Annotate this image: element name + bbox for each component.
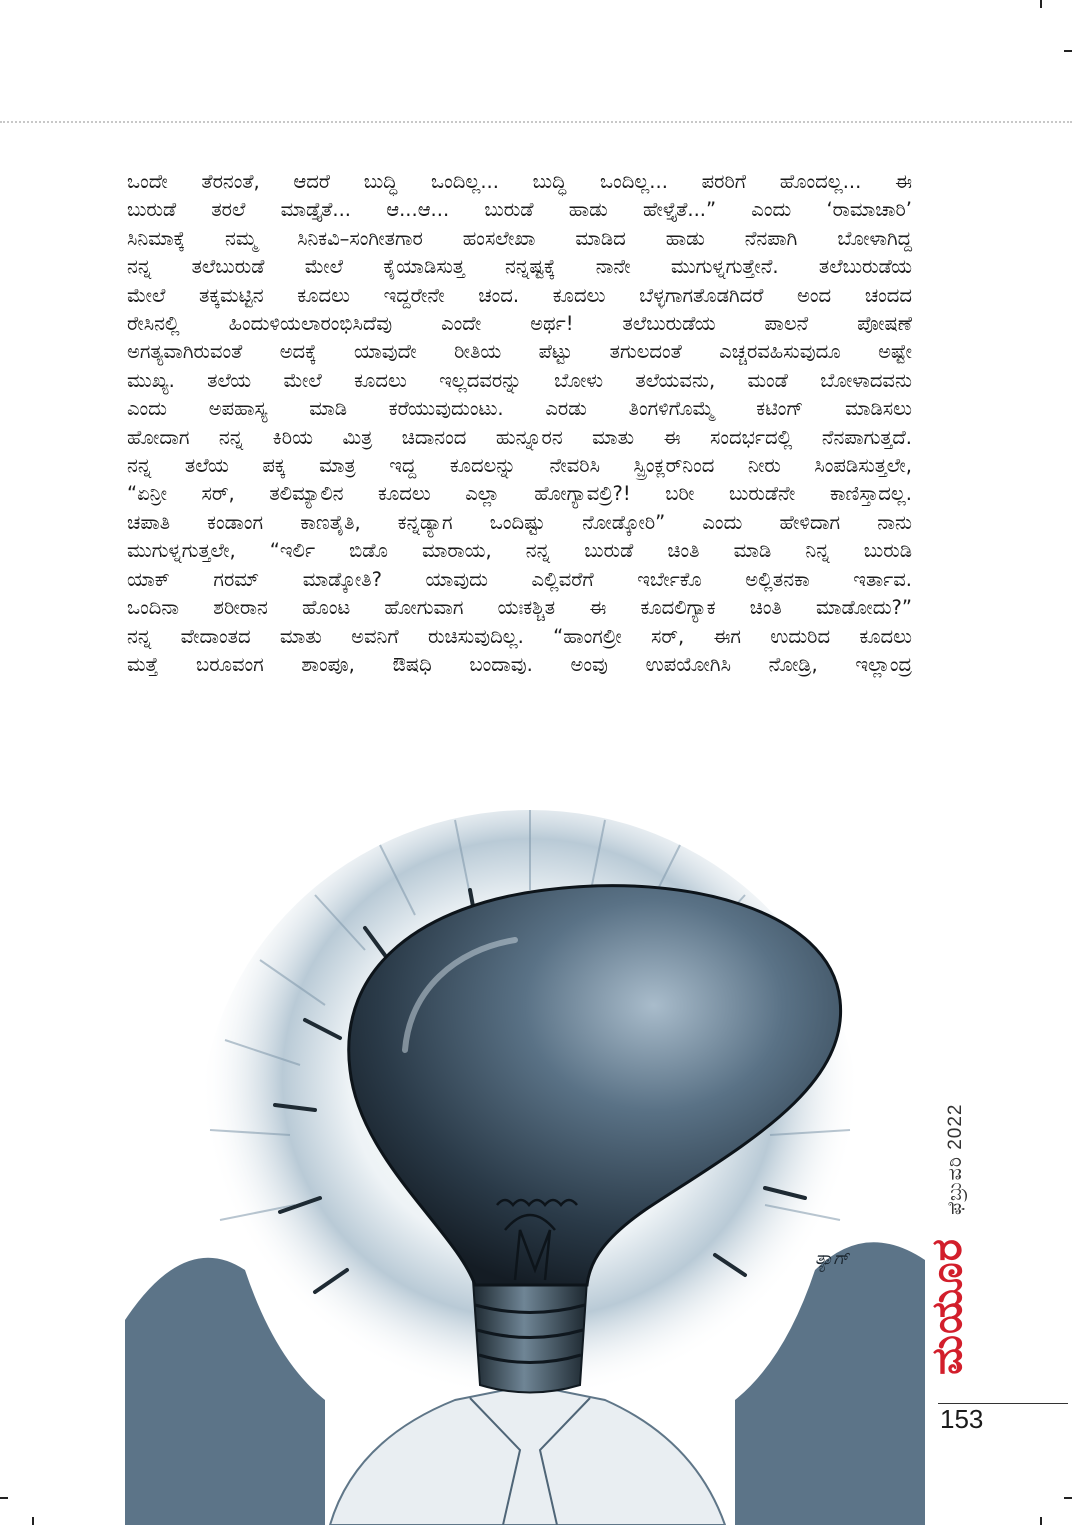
crop-mark-bottom-left [32, 1517, 34, 1525]
article-line: ಒಂದೇ ತೆರನಂತೆ, ಆದರೆ ಬುದ್ಧಿ ಒಂದಿಲ್ಲ... ಬುದ್ಧಿ ಒಂದಿಲ್ಲ... ಪರರಿಗೆ ಹೊಂದಲ್ಲ... ಈ [127, 170, 912, 193]
article-line: ಮುಖ್ಯ. ತಲೆಯ ಮೇಲೆ ಕೂದಲು ಇಲ್ಲದವರನ್ನು ಬೋಳು ತಲೆಯವನು, ಮಂಡೆ ಬೋಳಾದವನು [127, 368, 912, 392]
article-line: ಮೇಲೆ ತಕ್ಕಮಟ್ಟಿನ ಕೂದಲು ಇದ್ದರೇನೇ ಚಂದ. ಕೂದಲು ಬೆಳ್ಳಗಾಗತೊಡಗಿದರೆ ಅಂದ ಚಂದದ [127, 283, 912, 307]
article-line: ರೇಸಿನಲ್ಲಿ ಹಿಂದುಳಿಯಲಾರಂಭಿಸಿದೆವು ಎಂದೇ ಅರ್ಥ! ತಲೆಬುರುಡೆಯ ಪಾಲನೆ ಪೋಷಣೆ [127, 312, 912, 336]
article-line: ನನ್ನ ತಲೆಯ ಪಕ್ಕ ಮಾತ್ರ ಇದ್ದ ಕೂದಲನ್ನು ನೇವರಿಸಿ ಸ್ಪ್ರಿಂಕ್ಲರ್‌ನಿಂದ ನೀರು ಸಿಂಪಡಿಸುತ್ತಲೇ, [127, 454, 912, 478]
magazine-masthead: ಮಯೂರ [922, 1238, 971, 1375]
crop-mark-left-bottom [0, 1497, 8, 1499]
article-line: ಯಾಕ್ ಗರಮ್ ಮಾಡ್ಕೋತಿ? ಯಾವುದು ಎಲ್ಲಿವರೆಗೆ ಇರ್ಬೇಕೊ ಅಲ್ಲಿತನಕಾ ಇರ್ತಾವ. [127, 567, 912, 591]
header-dotted-rule [0, 121, 1072, 123]
article-line: ಮತ್ತೆ ಬರೂವಂಗ ಶಾಂಪೂ, ಔಷಧಿ ಬಂದಾವು. ಅಂವು ಉಪಯೋಗಿಸಿ ನೋಡ್ರಿ, ಇಲ್ಲಾಂದ್ರ [127, 652, 912, 676]
lightbulb-head-illustration [125, 800, 925, 1525]
article-body [127, 168, 912, 679]
article-line: ನನ್ನ ತಲೆಬುರುಡೆ ಮೇಲೆ ಕೈಯಾಡಿಸುತ್ತ ನನ್ನಷ್ಟಕ್ಕೆ ನಾನೇ ಮುಗುಳ್ನಗುತ್ತೇನೆ. ತಲೆಬುರುಡೆಯ [127, 255, 912, 279]
article-line: ಮುಗುಳ್ನಗುತ್ತಲೇ, “ಇರ್ಲಿ ಬಿಡೊ ಮಾರಾಯ, ನನ್ನ ಬುರುಡೆ ಚಿಂತಿ ಮಾಡಿ ನಿನ್ನ ಬುರುಡಿ [127, 539, 912, 563]
article-line: ನನ್ನ ವೇದಾಂತದ ಮಾತು ಅವನಿಗೆ ರುಚಿಸುವುದಿಲ್ಲ. “ಹಾಂಗಲ್ರೀ ಸರ್, ಈಗ ಉದುರಿದ ಕೂದಲು [127, 624, 912, 648]
article-line: ಎಂದು ಅಪಹಾಸ್ಯ ಮಾಡಿ ಕರೆಯುವುದುಂಟು. ಎರಡು ತಿಂಗಳಿಗೊಮ್ಮೆ ಕಟಿಂಗ್ ಮಾಡಿಸಲು [127, 397, 912, 421]
article-line: ಬುರುಡೆ ತರಲೆ ಮಾಡ್ತೈತೆ... ಆ...ಆ... ಬುರುಡೆ ಹಾಡು ಹೇಳ್ತೈತೆ...” ಎಂದು ‘ರಾಮಾಚಾರಿ’ [127, 198, 912, 222]
crop-mark-bottom-right [1040, 1517, 1042, 1525]
article-line: ಹೋದಾಗ ನನ್ನ ಕಿರಿಯ ಮಿತ್ರ ಚಿದಾನಂದ ಹುನ್ನೂರನ ಮಾತು ಈ ಸಂದರ್ಭದಲ್ಲಿ ನೆನಪಾಗುತ್ತದೆ. [127, 425, 912, 449]
article-line: ಒಂದಿನಾ ಶರೀರಾನ ಹೊಂಟ ಹೋಗುವಾಗ ಯಃಕಶ್ಚಿತ ಈ ಕೂದಲಿಗ್ಯಾಕ ಚಿಂತಿ ಮಾಡೋದು?” [127, 596, 912, 620]
artist-signature: ತ್ಯಾಗ್ [815, 1248, 849, 1269]
crop-mark-right-bottom [1064, 1497, 1072, 1499]
issue-date: ಫೆಬ್ರುವರಿ 2022 [945, 1103, 966, 1215]
page-number: 153 [940, 1404, 984, 1434]
crop-mark-right-upper [1064, 50, 1072, 52]
article-line: ಚಪಾತಿ ಕಂಡಾಂಗ ಕಾಣತೈತಿ, ಕನ್ನಡ್ಯಾಗ ಒಂದಿಷ್ಟು ನೋಡ್ಕೋರಿ” ಎಂದು ಹೇಳಿದಾಗ ನಾನು [127, 510, 912, 534]
crop-mark-top-right [1040, 0, 1042, 8]
article-line: ಅಗತ್ಯವಾಗಿರುವಂತೆ ಅದಕ್ಕೆ ಯಾವುದೇ ರೀತಿಯ ಪೆಟ್ಟು ತಗುಲದಂತೆ ಎಚ್ಚರವಹಿಸುವುದೂ ಅಷ್ಟೇ [127, 340, 912, 364]
article-line: ಸಿನಿಮಾಕ್ಕೆ ನಮ್ಮ ಸಿನಿಕವಿ–ಸಂಗೀತಗಾರ ಹಂಸಲೇಖಾ ಮಾಡಿದ ಹಾಡು ನೆನಪಾಗಿ ಬೋಳಾಗಿದ್ದ [127, 226, 912, 250]
article-line: “ಏನ್ರೀ ಸರ್, ತಲಿಮ್ಯಾಲಿನ ಕೂದಲು ಎಲ್ಲಾ ಹೋಗ್ಯಾವಲ್ರಿ?! ಬರೀ ಬುರುಡೆನೇ ಕಾಣಿಸ್ತಾದಲ್ಲ. [127, 482, 912, 506]
